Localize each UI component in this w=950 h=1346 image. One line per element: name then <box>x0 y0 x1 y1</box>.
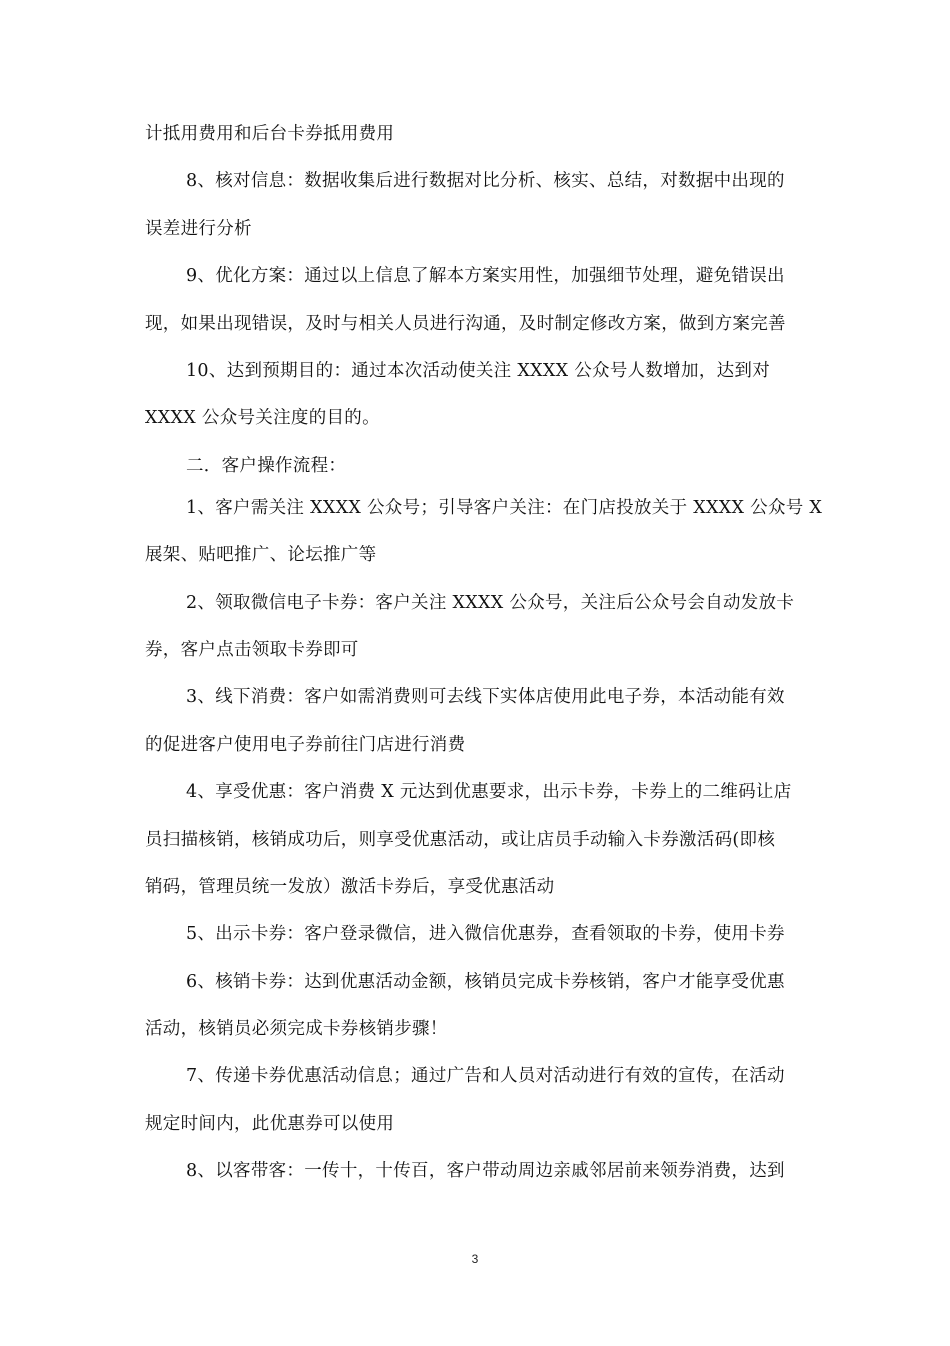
text-line: XXXX 公众号关注度的目的。 <box>145 408 380 428</box>
text-line: 6、核销卡券：达到优惠活动金额，核销员完成卡券核销，客户才能享受优惠 <box>186 972 785 992</box>
text-line: 规定时间内，此优惠券可以使用 <box>145 1114 395 1134</box>
page-number: 3 <box>471 1252 479 1266</box>
text-line: 误差进行分析 <box>145 219 252 239</box>
text-line: 券，客户点击领取卡券即可 <box>145 640 359 660</box>
text-line: 5、出示卡券：客户登录微信，进入微信优惠券，查看领取的卡券，使用卡券 <box>186 924 785 944</box>
text-line: 8、以客带客：一传十，十传百，客户带动周边亲戚邻居前来领券消费，达到 <box>186 1161 785 1181</box>
text-line: 4、享受优惠：客户消费 X 元达到优惠要求，出示卡券，卡券上的二维码让店 <box>186 782 792 802</box>
text-line: 2、领取微信电子卡券：客户关注 XXXX 公众号，关注后公众号会自动发放卡 <box>186 593 795 613</box>
text-line: 7、传递卡券优惠活动信息；通过广告和人员对活动进行有效的宣传，在活动 <box>186 1066 785 1086</box>
text-line: 的促进客户使用电子券前往门店进行消费 <box>145 735 466 755</box>
text-line: 8、核对信息：数据收集后进行数据对比分析、核实、总结，对数据中出现的 <box>186 171 785 191</box>
text-line: 活动，核销员必须完成卡券核销步骤！ <box>145 1019 448 1039</box>
text-line: 员扫描核销，核销成功后，则享受优惠活动，或让店员手动输入卡券激活码(即核 <box>145 830 776 850</box>
text-line: 展架、贴吧推广、论坛推广等 <box>145 545 377 565</box>
section-heading: 二．客户操作流程： <box>186 456 347 476</box>
text-line: 销码，管理员统一发放）激活卡券后，享受优惠活动 <box>145 877 555 897</box>
text-line: 3、线下消费：客户如需消费则可去线下实体店使用此电子券，本活动能有效 <box>186 687 785 707</box>
text-line: 计抵用费用和后台卡券抵用费用 <box>145 124 395 144</box>
text-line: 1、客户需关注 XXXX 公众号；引导客户关注：在门店投放关于 XXXX 公众号 X <box>186 498 823 518</box>
text-line: 现，如果出现错误，及时与相关人员进行沟通，及时制定修改方案，做到方案完善 <box>145 314 786 334</box>
text-line: 10、达到预期目的：通过本次活动使关注 XXXX 公众号人数增加，达到对 <box>186 361 771 381</box>
text-line: 9、优化方案：通过以上信息了解本方案实用性，加强细节处理，避免错误出 <box>186 266 785 286</box>
